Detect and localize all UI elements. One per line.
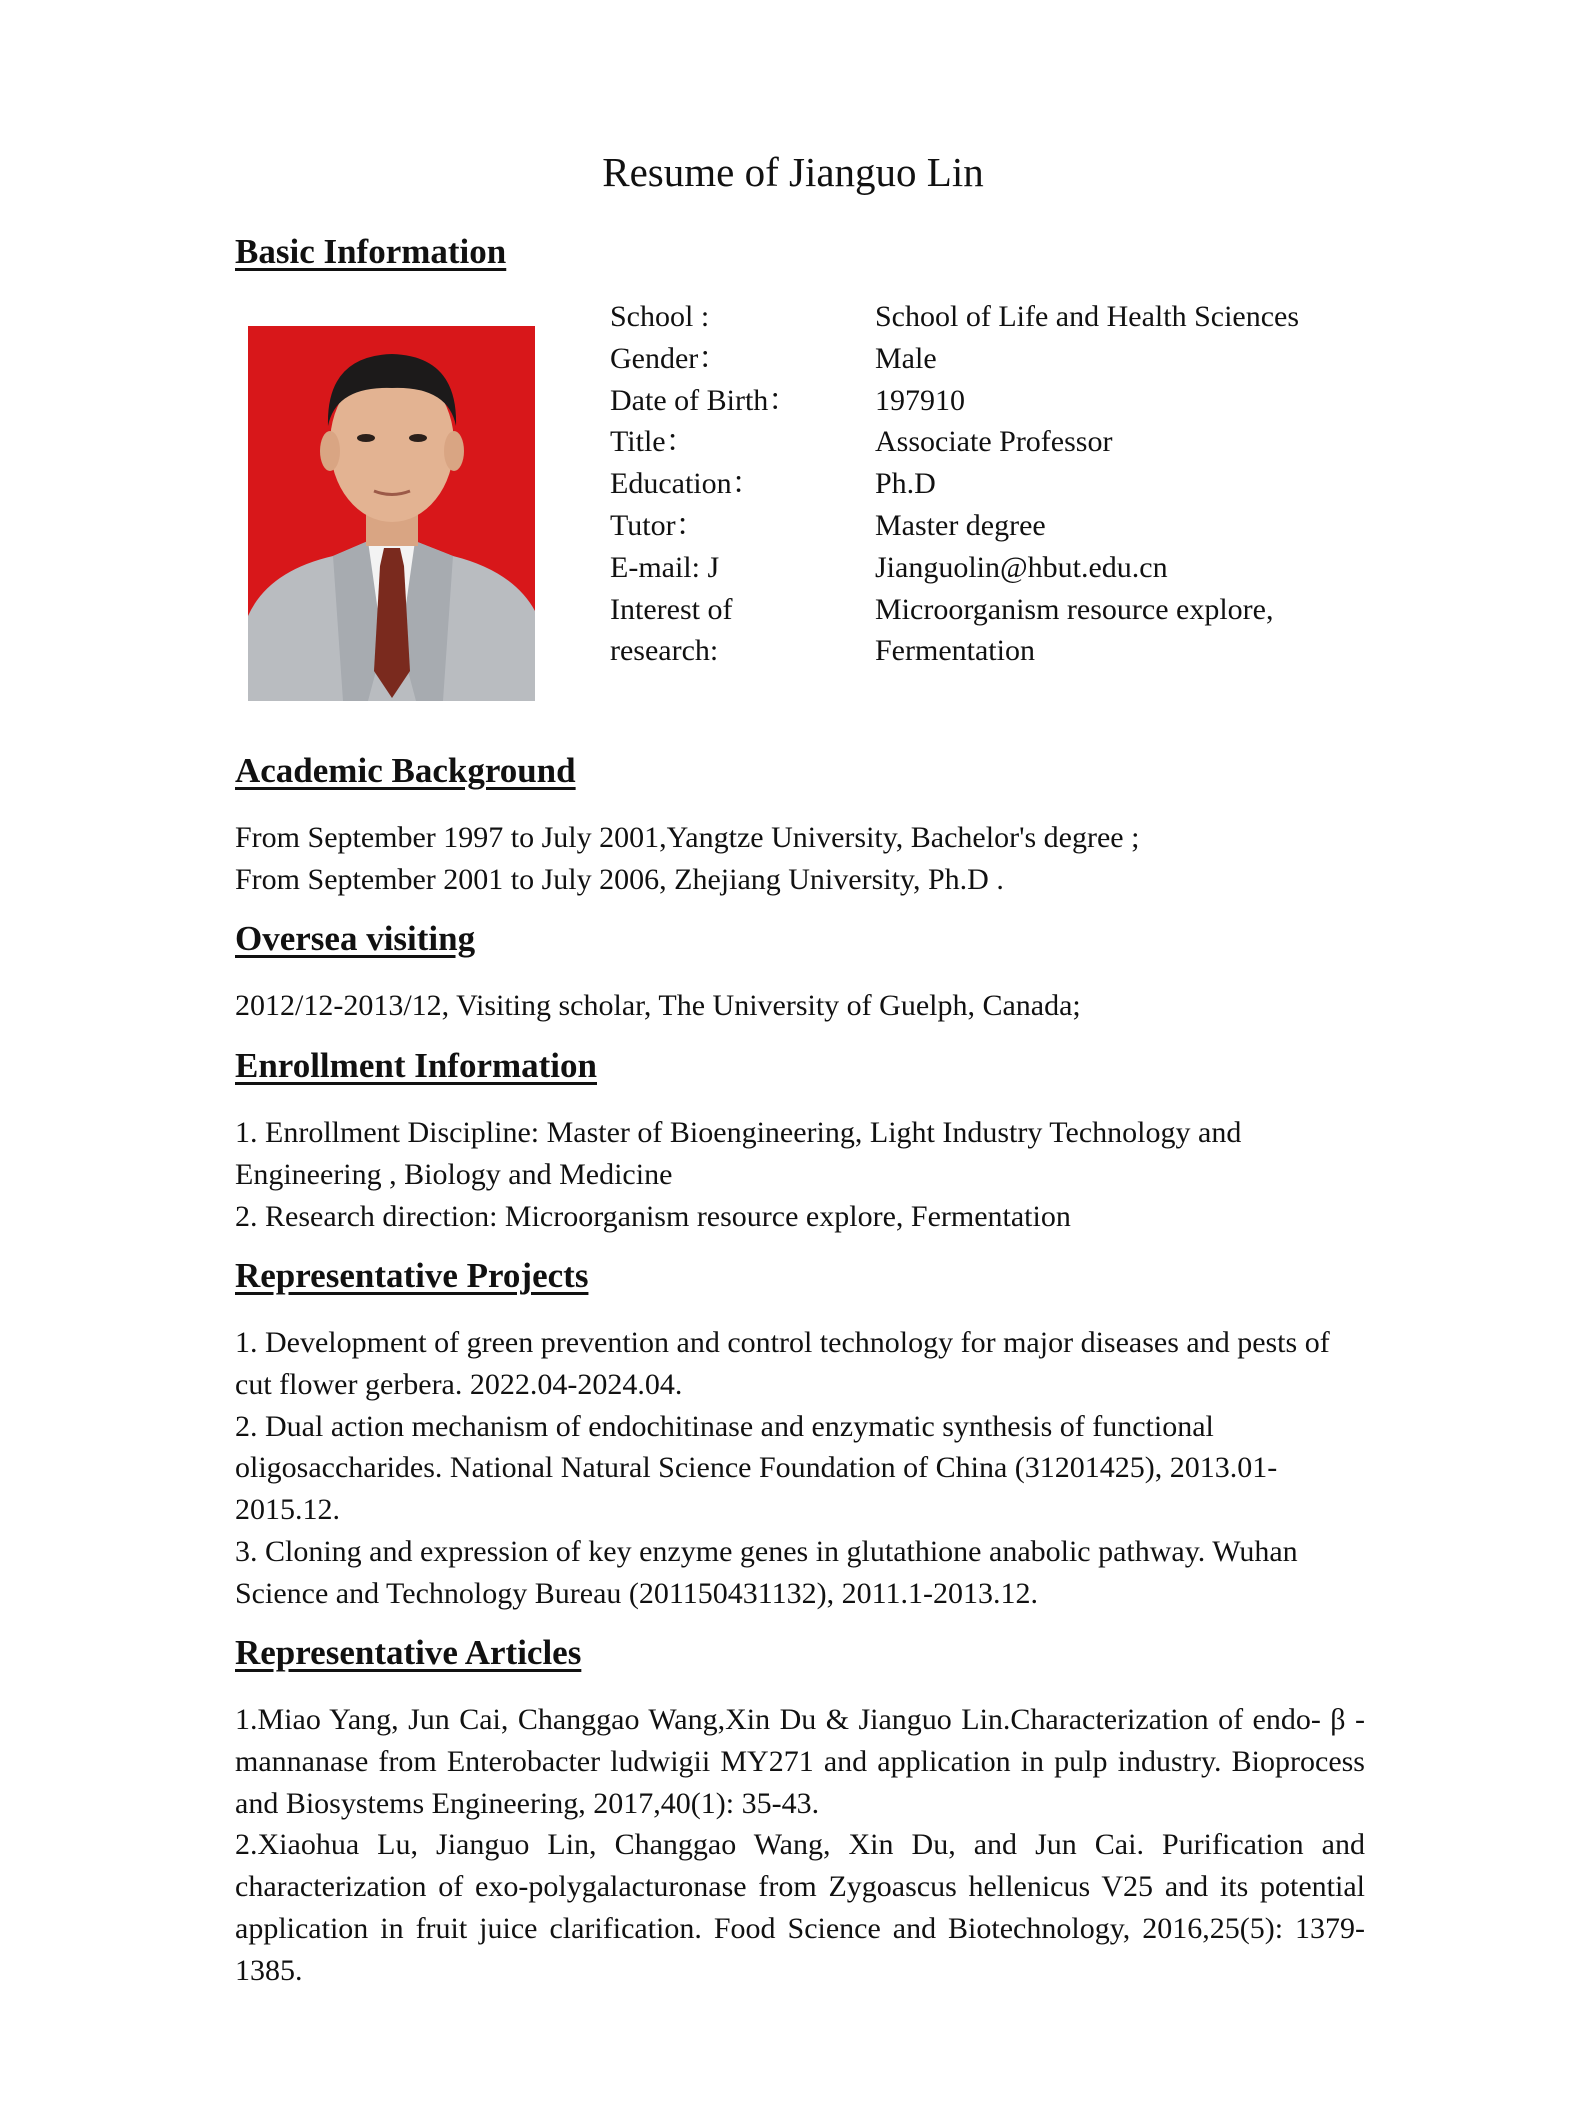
heading-representative-projects: Representative Projects: [235, 1256, 589, 1295]
enrollment-info-list: [235, 1112, 1365, 1237]
info-label: School :: [610, 300, 710, 333]
email-value[interactable]: Jianguolin@hbut.edu.cn: [875, 550, 1168, 584]
info-value: Associate Professor: [875, 425, 1113, 459]
heading-academic-background: Academic Background: [235, 751, 576, 790]
info-value: Ph.D: [875, 467, 936, 501]
heading-representative-articles: Representative Articles: [235, 1633, 582, 1672]
info-label: Title：: [610, 425, 696, 459]
articles-list: [235, 1699, 1365, 1992]
info-label: research:: [610, 634, 719, 668]
list-item: 3. Cloning and expression of key enzyme genes in glutathione anabolic pathway. Wuhan Science and Technology Bureau (201150431132), 2011.1-2013.12.: [235, 1534, 1298, 1610]
list-item: From September 1997 to July 2001,Yangtze University, Bachelor's degree ;: [235, 821, 1140, 854]
info-label: Date of Birth：: [610, 383, 799, 417]
list-item: 2. Research direction: Microorganism resource explore, Fermentation: [235, 1199, 1071, 1233]
info-label: Tutor：: [610, 508, 706, 542]
academic-background-list: [235, 817, 1365, 901]
info-value: School of Life and Health Sciences: [875, 300, 1300, 333]
info-value: Master degree: [875, 508, 1046, 542]
info-value: Male: [875, 341, 937, 375]
portrait-image: [248, 326, 535, 701]
list-item: 1. Enrollment Discipline: Master of Bioengineering, Light Industry Technology and Engineering , Biology and Medicine: [235, 1116, 1242, 1191]
oversea-visiting-list: [235, 985, 1365, 1027]
list-item: 2. Dual action mechanism of endochitinase and enzymatic synthesis of functional oligosaccharides. National Natural Science Foundation of China (31201425), 2013.01-2015.12.: [235, 1409, 1278, 1527]
list-item: 1. Development of green prevention and control technology for major diseases and pests of cut flower gerbera. 2022.04-2024.04.: [235, 1326, 1330, 1401]
info-value: 197910: [875, 383, 965, 417]
list-item: From September 2001 to July 2006, Zhejiang University, Ph.D .: [235, 862, 1004, 896]
list-item: 2012/12-2013/12, Visiting scholar, The University of Guelph, Canada;: [235, 989, 1081, 1022]
info-label: E-mail: J: [610, 550, 720, 584]
heading-oversea-visiting: Oversea visiting: [235, 919, 476, 958]
info-value: Microorganism resource explore,: [875, 592, 1274, 626]
document-title: Resume of Jianguo Lin: [602, 149, 984, 195]
info-label: Education：: [610, 467, 762, 501]
info-value: Fermentation: [875, 634, 1035, 668]
list-item: 1.Miao Yang, Jun Cai, Changgao Wang,Xin Du & Jianguo Lin.Characterization of endo- β -mannanase from Enterobacter ludwigii MY271 and application in pulp industry. Bioprocess and Biosystems Engineering, 2017,40(1): 35-43.: [235, 1703, 1365, 1820]
profile-photo: [248, 326, 535, 701]
heading-basic-information: Basic Information: [235, 232, 507, 271]
info-label: Gender：: [610, 341, 729, 375]
heading-enrollment-information: Enrollment Information: [235, 1046, 597, 1085]
list-item: 2.Xiaohua Lu, Jianguo Lin, Changgao Wang, Xin Du, and Jun Cai. Purification and characterization of exo-polygalacturonase from Zygoascus hellenicus V25 and its potential application in fruit juice clarification. Food Science and Biotechnology, 2016,25(5): 1379-1385.: [235, 1828, 1365, 1987]
info-label: Interest of: [610, 592, 733, 626]
projects-list: [235, 1322, 1365, 1615]
